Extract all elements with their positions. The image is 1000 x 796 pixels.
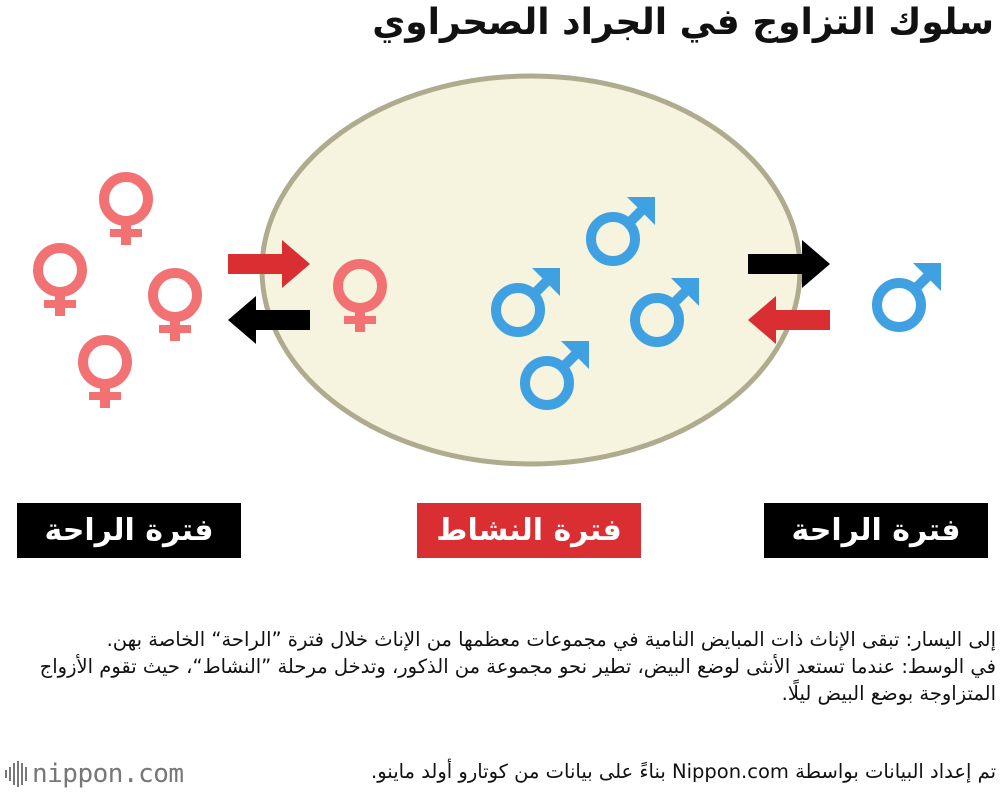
active-phase-label: فترة النشاط <box>417 503 641 558</box>
note-center: في الوسط: عندما تستعد الأنثى لوضع البيض، تطير نحو مجموعة من الذكور، وتدخل مرحلة ”النشاط“، حيث تقوم الأزواج المتزاوجة بوضع البيض ليلًا. <box>39 655 996 705</box>
page-title: سلوك التزاوج في الجراد الصحراوي <box>372 2 994 43</box>
female-symbol-icon <box>38 248 82 316</box>
nippon-logo-icon <box>4 759 32 789</box>
female-symbol-icon <box>153 273 197 341</box>
nippon-logo <box>4 757 184 791</box>
notes <box>6 626 996 707</box>
note-left: إلى اليسار: تبقى الإناث ذات المبايض النامية في مجموعات معظمها من الإناث خلال فترة ”الراحة“ الخاصة بهن. <box>106 628 996 651</box>
female-symbol-icon <box>104 177 148 245</box>
rest-phase-label-right: فترة الراحة <box>764 503 988 558</box>
male-symbol-icon <box>877 263 941 327</box>
logo-text: nippon.com <box>32 759 184 789</box>
female-symbol-icon <box>83 340 127 408</box>
credit-note: تم إعداد البيانات بواسطة Nippon.com بناءً على بيانات من كوتارو أولد ماينو. <box>371 760 996 783</box>
rest-phase-label-left: فترة الراحة <box>17 503 241 558</box>
